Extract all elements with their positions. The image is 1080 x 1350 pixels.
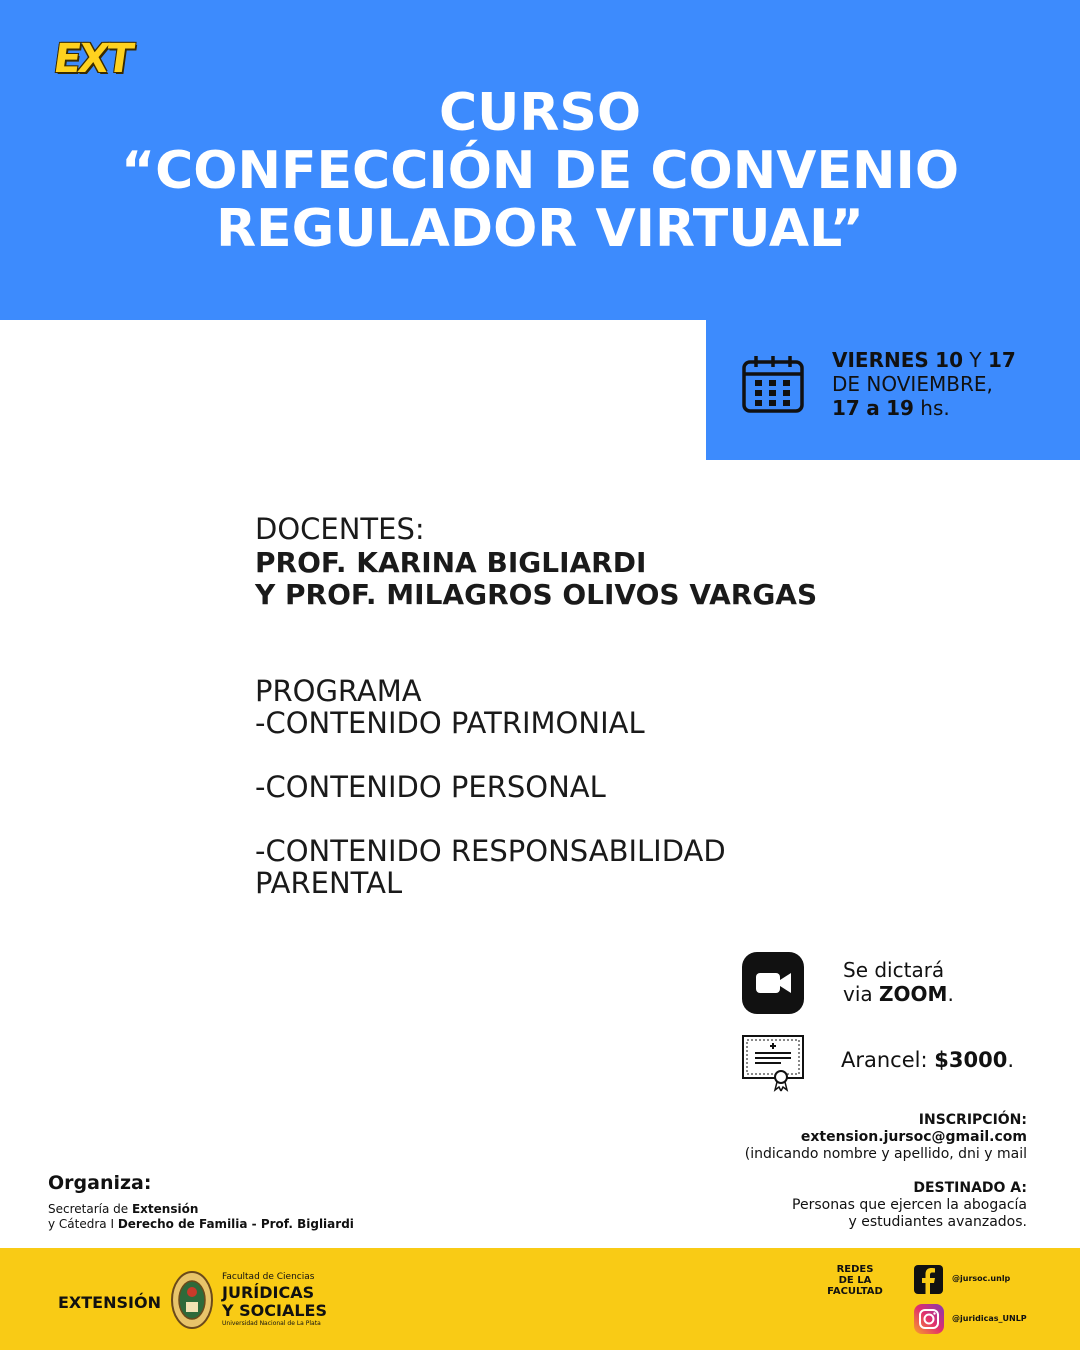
- month-label: DE NOVIEMBRE,: [832, 372, 993, 396]
- program-item-patrimonial: -CONTENIDO PATRIMONIAL: [255, 706, 645, 740]
- faculty-line2: Y SOCIALES: [222, 1301, 328, 1320]
- course-title-line1: “CONFECCIÓN DE CONVENIO: [120, 141, 960, 201]
- day-and: Y: [969, 348, 982, 372]
- day-1: 10: [935, 348, 963, 372]
- organizer-line1: [48, 1202, 198, 1216]
- organizer-line2: [48, 1217, 354, 1231]
- facebook-icon[interactable]: [914, 1265, 943, 1294]
- university-seal-icon: [170, 1270, 214, 1330]
- program-heading: PROGRAMA: [255, 674, 422, 708]
- faculty-name: [222, 1284, 327, 1320]
- faculty-line1: JURÍDICAS: [222, 1283, 315, 1302]
- program-item-responsabilidad: -CONTENIDO RESPONSABILIDAD: [255, 834, 726, 868]
- faculty-small: Facultad de Ciencias: [222, 1272, 315, 1282]
- teacher-line2: Y PROF. MILAGROS OLIVOS VARGAS: [255, 578, 818, 611]
- calendar-icon: [742, 356, 804, 414]
- fee-amount: $3000: [934, 1048, 1008, 1072]
- social-label-line1: REDES: [836, 1264, 874, 1275]
- day-label: VIERNES: [832, 348, 929, 372]
- day-2: 17: [987, 348, 1016, 372]
- audience-line1: Personas que ejercen la abogacía: [792, 1197, 1027, 1213]
- audience-heading: DESTINADO A:: [913, 1180, 1027, 1196]
- organizer-line2-bold: Derecho de Familia - Prof. Bigliardi: [117, 1217, 354, 1231]
- hour-unit: hs.: [920, 396, 950, 420]
- zoom-icon: [742, 952, 804, 1014]
- modality-line1: Se dictará: [843, 958, 945, 982]
- hour-from: 17: [832, 396, 860, 420]
- organizer-line2-prefix: y Cátedra I: [48, 1217, 114, 1231]
- modality-text: [843, 958, 954, 1006]
- teacher-line1: PROF. KARINA BIGLIARDI: [255, 546, 647, 579]
- registration-heading: INSCRIPCIÓN:: [918, 1112, 1027, 1128]
- social-label-line3: FACULTAD: [827, 1286, 883, 1297]
- footer-bar: [0, 1248, 1080, 1350]
- organizer-line1-bold: Extensión: [131, 1202, 199, 1216]
- facebook-handle[interactable]: @jursoc.unlp: [952, 1274, 1011, 1283]
- course-title-line2: REGULADOR VIRTUAL”: [216, 199, 864, 259]
- fee-label: Arancel:: [841, 1048, 928, 1072]
- organizer-line1-prefix: Secretaría de: [48, 1202, 129, 1216]
- hour-to: 19: [886, 396, 914, 420]
- hour-a: a: [866, 396, 880, 420]
- audience-line2: y estudiantes avanzados.: [848, 1214, 1027, 1230]
- university-name: Universidad Nacional de La Plata: [222, 1320, 321, 1327]
- schedule-text: [832, 348, 1016, 420]
- certificate-icon: [741, 1034, 805, 1092]
- program-item-responsabilidad-cont: PARENTAL: [255, 866, 403, 900]
- social-label: [818, 1264, 892, 1297]
- course-label: CURSO: [438, 83, 642, 143]
- registration-note: (indicando nombre y apellido, dni y mail: [744, 1146, 1027, 1162]
- ext-logo: EXT: [50, 36, 134, 82]
- modality-suffix: .: [947, 982, 954, 1006]
- social-label-line2: DE LA: [838, 1275, 872, 1286]
- program-item-personal: -CONTENIDO PERSONAL: [255, 770, 606, 804]
- fee-text: [841, 1048, 1014, 1072]
- fee-suffix: .: [1007, 1048, 1014, 1072]
- modality-platform: ZOOM: [879, 982, 948, 1006]
- instagram-icon[interactable]: [914, 1304, 944, 1334]
- modality-via: via: [843, 982, 873, 1006]
- footer-extension-label: EXTENSIÓN: [58, 1293, 161, 1312]
- teachers-heading: DOCENTES:: [255, 512, 425, 546]
- registration-email[interactable]: extension.jursoc@gmail.com: [800, 1129, 1027, 1145]
- instagram-handle[interactable]: @juridicas_UNLP: [952, 1314, 1027, 1323]
- organizer-heading: Organiza:: [48, 1172, 152, 1194]
